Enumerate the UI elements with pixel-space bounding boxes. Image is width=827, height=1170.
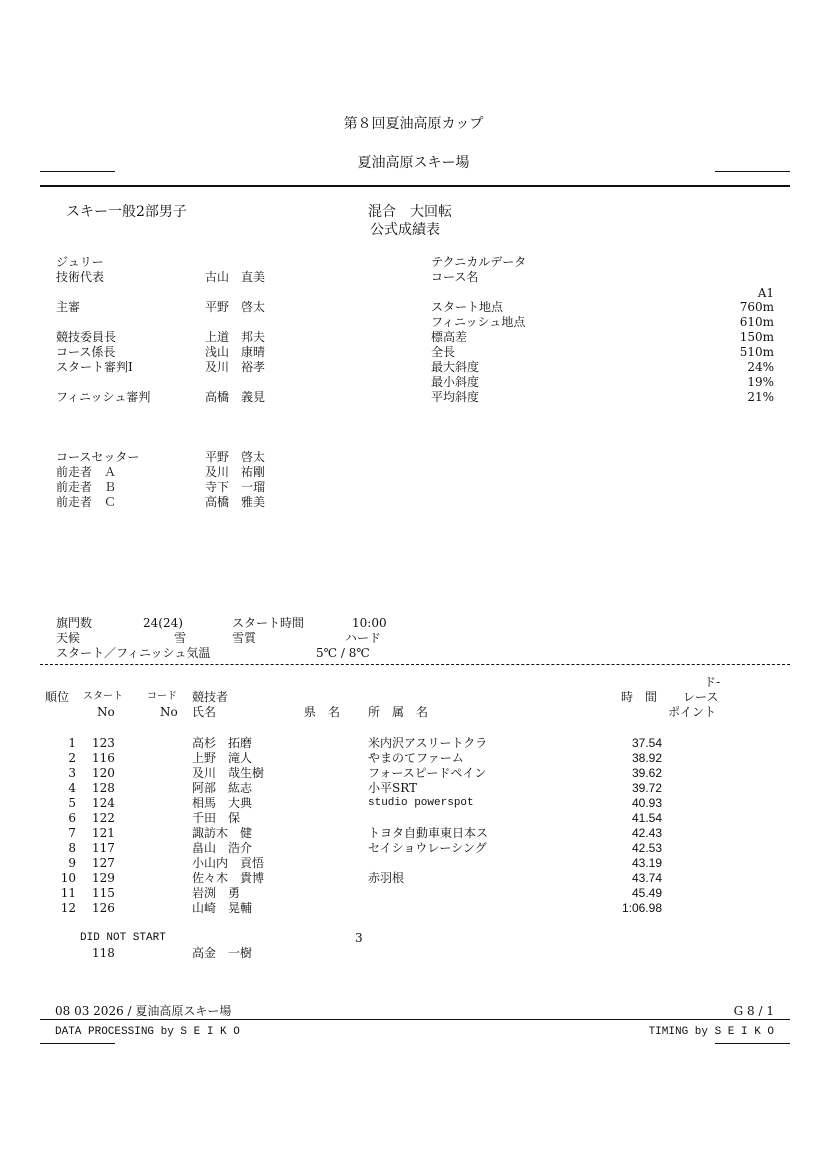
footer-data-processing: DATA PROCESSING by S E I K O — [55, 1026, 240, 1038]
header-rule-left — [40, 171, 115, 172]
rank: 2 — [68, 751, 76, 765]
race-points-header: レース — [683, 690, 719, 704]
club: 小平SRT — [368, 781, 418, 795]
weather-value: 雪 — [174, 631, 187, 645]
course-name: 高橋 雅美 — [205, 495, 266, 509]
table-row — [0, 736, 827, 751]
rank: 11 — [60, 886, 76, 900]
bib: 115 — [92, 886, 115, 900]
bib: 120 — [92, 766, 115, 780]
rank: 9 — [68, 856, 76, 870]
dns-bib: 118 — [92, 946, 115, 960]
athlete-name: 諏訪木 健 — [192, 826, 253, 840]
table-row — [0, 811, 827, 826]
bib: 127 — [92, 856, 115, 870]
time: 43.74 — [631, 871, 662, 885]
course-name: 寺下 一瑠 — [205, 480, 266, 494]
club: やまのてファーム — [368, 751, 464, 765]
snow-value: ハード — [345, 631, 382, 645]
bib: 124 — [92, 796, 115, 810]
table-row — [0, 826, 827, 841]
course-role: コースセッター — [56, 450, 140, 464]
jury-role: コース係長 — [56, 345, 116, 359]
athlete-name: 佐々木 貴博 — [192, 871, 265, 885]
course-role: 前走者 Ａ — [56, 465, 117, 479]
athlete-name: 及川 哉生樹 — [192, 766, 265, 780]
temperature-value: 5℃ / 8℃ — [316, 646, 370, 660]
athlete-name: 小山内 貢悟 — [192, 856, 265, 870]
athlete-name: 千田 保 — [192, 811, 241, 825]
jury-role: スタート審判Ⅰ — [56, 360, 133, 374]
start-time-value: 10:00 — [352, 616, 387, 630]
time: 42.53 — [631, 841, 662, 855]
course-role: 前走者 Ｂ — [56, 480, 117, 494]
bib: 123 — [92, 736, 115, 750]
table-row — [0, 766, 827, 781]
time: 41.54 — [631, 811, 662, 825]
code-header: コード — [147, 691, 177, 702]
jury-name: 浅山 康晴 — [205, 345, 266, 359]
weather-label: 天候 — [56, 631, 81, 645]
bib: 122 — [92, 811, 115, 825]
tech-label: 最大斜度 — [431, 360, 480, 374]
venue-title: 夏油高原スキー場 — [357, 155, 470, 171]
jury-name: 平野 啓太 — [205, 300, 266, 314]
event-title: 第８回夏油高原カップ — [343, 116, 484, 132]
table-row — [0, 751, 827, 766]
tech-value: 19% — [747, 375, 774, 389]
tech-value: 510m — [739, 345, 774, 359]
race-category: スキー一般2部男子 — [66, 204, 187, 220]
bib: 128 — [92, 781, 115, 795]
rank: 3 — [68, 766, 76, 780]
club: 米内沢アスリートクラ — [368, 736, 488, 750]
tech-label: 標高差 — [431, 330, 468, 344]
jury-name: 上道 邦夫 — [205, 330, 266, 344]
athlete-name: 上野 滝人 — [192, 751, 253, 765]
course-name-label: コース名 — [431, 270, 479, 284]
rank: 1 — [68, 736, 76, 750]
time: 40.93 — [631, 796, 662, 810]
time-header: 時 間 — [621, 690, 658, 704]
tech-value: 610m — [739, 315, 774, 329]
start-time-label: スタート時間 — [232, 616, 305, 630]
time: 37.54 — [631, 736, 662, 750]
rank: 7 — [68, 826, 76, 840]
club: 赤羽根 — [368, 871, 405, 885]
tech-value: 150m — [739, 330, 774, 344]
rank: 4 — [68, 781, 76, 795]
footer-divider — [40, 1019, 790, 1020]
tech-value: 24% — [747, 360, 774, 374]
footer-page: G 8 / 1 — [733, 1004, 774, 1018]
document-type: 公式成績表 — [370, 222, 440, 238]
bib: 121 — [92, 826, 115, 840]
tech-label: スタート地点 — [431, 300, 504, 314]
table-row — [0, 841, 827, 856]
rank: 10 — [60, 871, 76, 885]
dns-name: 高金 一樹 — [192, 946, 253, 960]
athlete-name: 相馬 大典 — [192, 796, 253, 810]
table-row — [0, 796, 827, 811]
athlete-name: 岩渕 勇 — [192, 886, 241, 900]
table-row — [0, 781, 827, 796]
rank: 8 — [68, 841, 76, 855]
points-header-top: ド- — [704, 675, 721, 689]
tech-value: 21% — [747, 390, 774, 404]
jury-role: フィニッシュ審判 — [56, 390, 151, 404]
conditions-divider — [40, 664, 790, 665]
rank-header: 順位 — [45, 690, 70, 704]
gates-label: 旗門数 — [56, 616, 93, 630]
table-row — [0, 871, 827, 886]
footer-rule-left — [40, 1043, 115, 1044]
dns-label: DID NOT START — [80, 932, 166, 944]
table-row — [0, 886, 827, 901]
jury-name: 古山 直美 — [205, 270, 266, 284]
athlete-name: 阿部 紘志 — [192, 781, 253, 795]
course-name: 平野 啓太 — [205, 450, 266, 464]
start-header: スタート — [83, 691, 123, 702]
jury-role: 技術代表 — [56, 270, 105, 284]
competitor-header: 競技者 — [192, 690, 229, 704]
gates-value: 24(24) — [143, 616, 183, 630]
race-discipline: 混合 大回転 — [368, 204, 452, 220]
tech-label: 平均斜度 — [431, 390, 480, 404]
jury-heading: ジュリー — [56, 255, 104, 269]
prefecture-header: 県 名 — [304, 705, 341, 719]
club: studio powerspot — [368, 797, 474, 809]
course-role: 前走者 Ｃ — [56, 495, 117, 509]
start-no-header: No — [97, 705, 115, 719]
time: 45.49 — [631, 886, 662, 900]
jury-name: 高橋 義見 — [205, 390, 266, 404]
jury-role: 主審 — [56, 300, 81, 314]
bib: 129 — [92, 871, 115, 885]
points-header: ポイント — [668, 705, 717, 719]
club: トヨタ自動車東日本ス — [368, 826, 489, 840]
tech-label: フィニッシュ地点 — [431, 315, 526, 329]
club: フォースピードペイン — [368, 766, 487, 780]
tech-label: 全長 — [431, 345, 456, 359]
time: 1:06.98 — [621, 901, 662, 915]
club-header: 所 属 名 — [368, 705, 429, 719]
course-name-value: A1 — [757, 286, 774, 300]
footer-date-venue: 08 03 2026 / 夏油高原スキー場 — [55, 1004, 232, 1018]
header-divider — [40, 185, 790, 187]
table-row — [0, 901, 827, 916]
footer-rule-right — [715, 1043, 790, 1044]
technical-heading: テクニカルデータ — [431, 255, 527, 269]
time: 38.92 — [631, 751, 662, 765]
snow-label: 雪質 — [232, 631, 257, 645]
temperature-label: スタート／フィニッシュ気温 — [56, 646, 211, 660]
code-no-header: No — [160, 705, 178, 719]
tech-label: 最小斜度 — [431, 375, 480, 389]
club: セイショウレーシング — [368, 841, 487, 855]
athlete-name: 山崎 晃輔 — [192, 901, 253, 915]
jury-role: 競技委員長 — [56, 330, 117, 344]
header-rule-right — [715, 171, 790, 172]
bib: 117 — [92, 841, 115, 855]
table-row — [0, 856, 827, 871]
bib: 116 — [92, 751, 115, 765]
time: 39.72 — [631, 781, 662, 795]
rank: 5 — [68, 796, 76, 810]
course-name: 及川 祐剛 — [205, 465, 266, 479]
name-header: 氏名 — [192, 705, 217, 719]
footer-timing: TIMING by S E I K O — [648, 1026, 774, 1038]
tech-value: 760m — [739, 300, 774, 314]
jury-name: 及川 裕孝 — [205, 360, 266, 374]
bib: 126 — [92, 901, 115, 915]
dns-count: 3 — [355, 931, 363, 945]
rank: 6 — [68, 811, 76, 825]
rank: 12 — [60, 901, 76, 915]
athlete-name: 高杉 拓磨 — [192, 736, 253, 750]
time: 42.43 — [631, 826, 662, 840]
athlete-name: 畠山 浩介 — [192, 841, 253, 855]
time: 43.19 — [631, 856, 662, 870]
time: 39.62 — [631, 766, 662, 780]
